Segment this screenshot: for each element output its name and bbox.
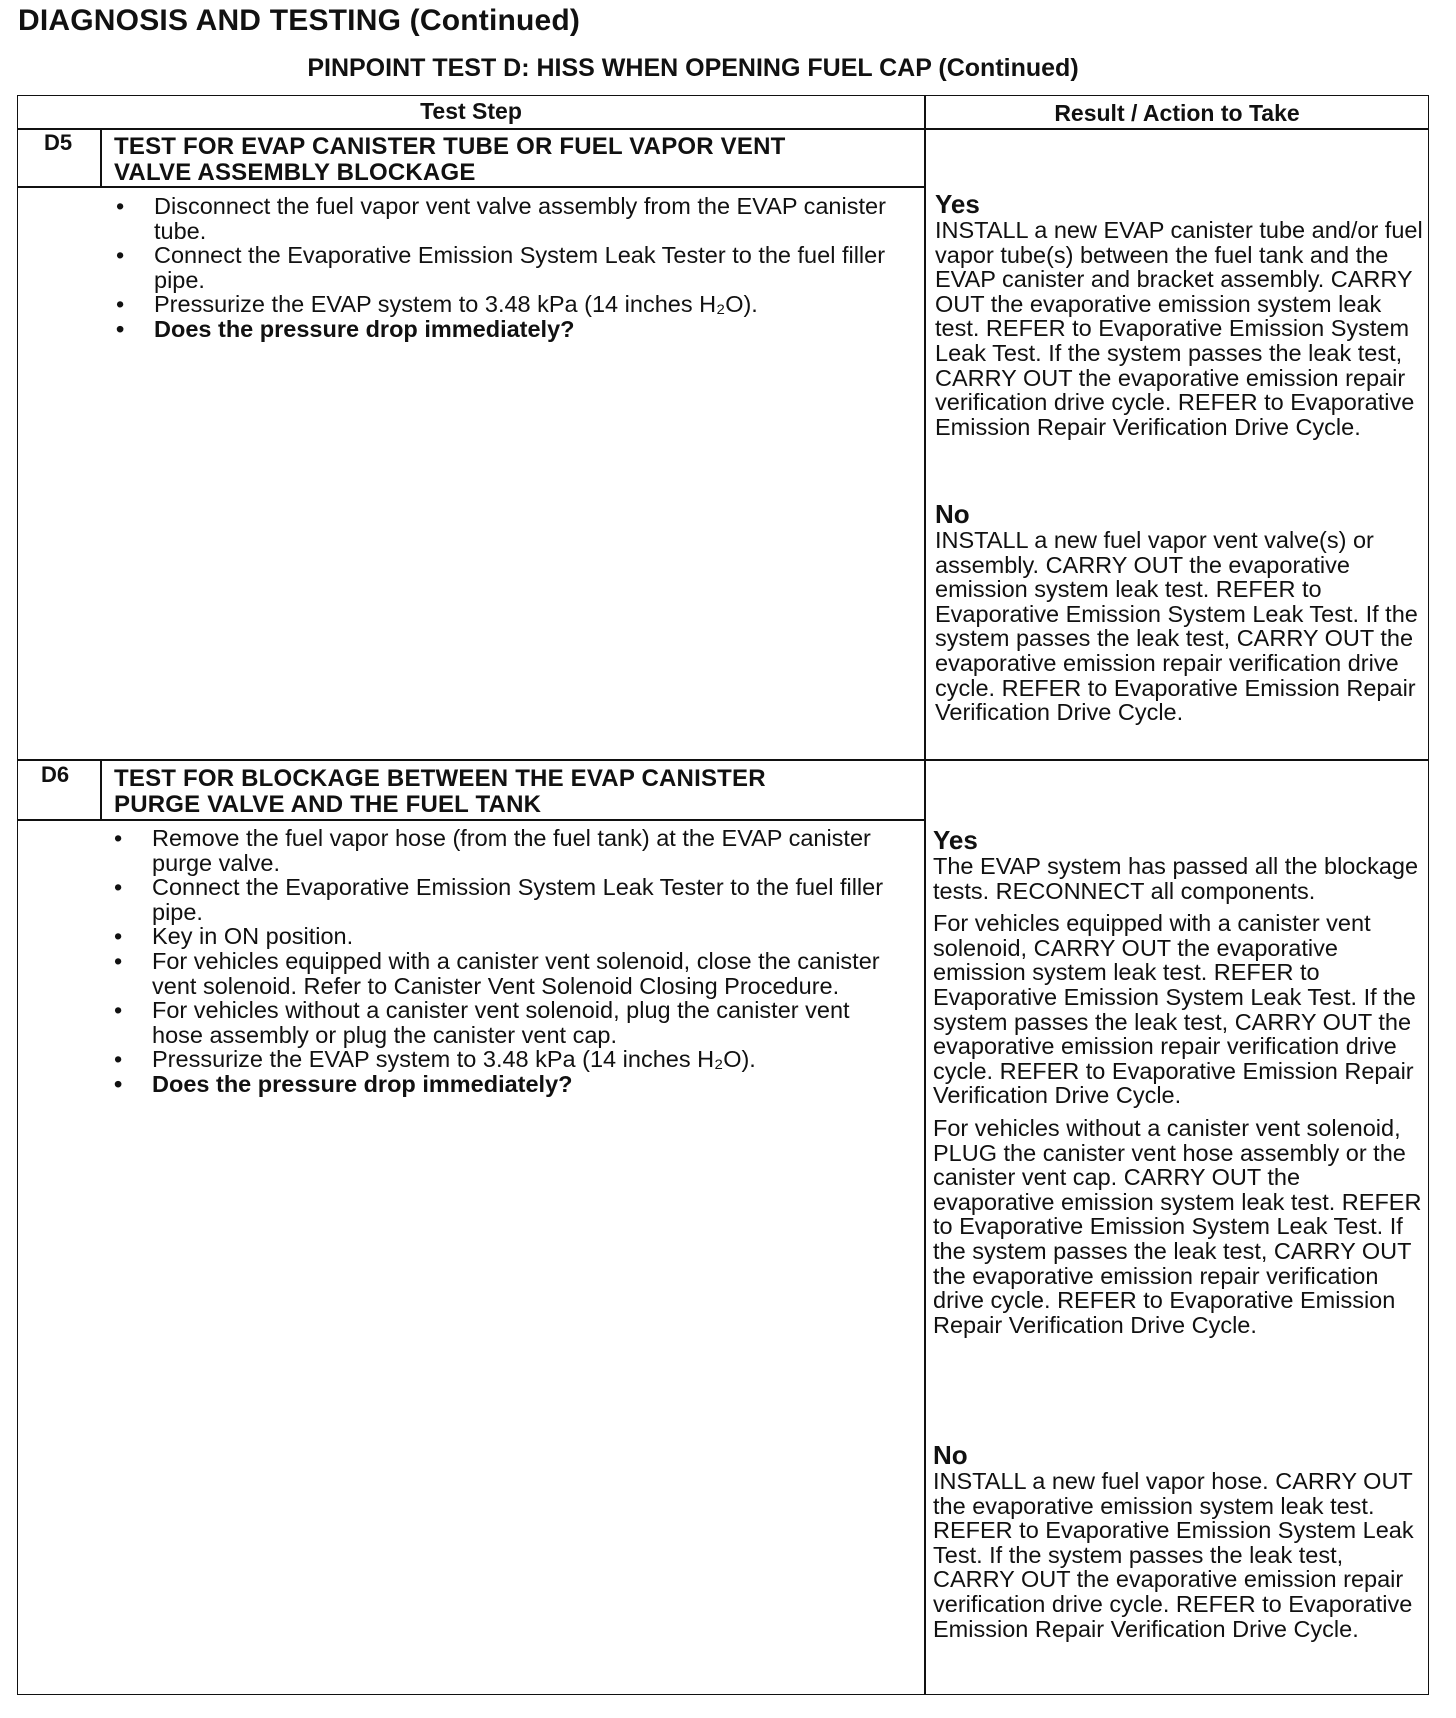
result-text: INSTALL a new EVAP canister tube and/or fuel vapor tube(s) between the fuel tank and the EVAP canister and bracket assembly. CARRY OUT the evaporative emission system leak test. REFER to Evaporative Emission System Leak Test. If the system passes the leak test, CARRY OUT the evaporative emission repair verification drive cycle. REFER to Evaporative Emission Repair Verification Drive Cycle. xyxy=(935,217,1423,440)
step-title-divider xyxy=(18,186,925,188)
list-item: • Connect the Evaporative Emission System Leak Tester to the fuel filler pipe. xyxy=(112,875,902,924)
step-id: D5 xyxy=(44,130,73,155)
step-id: D6 xyxy=(41,762,70,787)
column-divider xyxy=(924,96,926,1694)
step-id-divider xyxy=(100,128,102,186)
step-title: TEST FOR BLOCKAGE BETWEEN THE EVAP CANISTER PURGE VALVE AND THE FUEL TANK xyxy=(114,765,766,818)
result-label-no: No xyxy=(935,499,970,529)
list-item: • For vehicles without a canister vent solenoid, plug the canister vent hose assembly or plug the canister vent cap. xyxy=(112,998,902,1047)
step-question: • Does the pressure drop immediately? xyxy=(114,317,894,342)
list-item: • For vehicles equipped with a canister vent solenoid, close the canister vent solenoid. Refer to Canister Vent Solenoid Closing Procedure. xyxy=(112,949,902,998)
pinpoint-test-table xyxy=(17,95,1429,1695)
result-label-no: No xyxy=(933,1440,968,1470)
pinpoint-test-title xyxy=(0,54,1456,83)
column-header-test-step: Test Step xyxy=(420,98,522,124)
step-question: • Does the pressure drop immediately? xyxy=(112,1072,902,1097)
result-text: INSTALL a new fuel vapor hose. CARRY OUT the evaporative emission system leak test. REFER to Evaporative Emission System Leak Test. If the system passes the leak test, CARRY OUT the evaporative emission repair verification drive cycle. REFER to Evaporative Emission Repair Verification Drive Cycle. xyxy=(933,1468,1414,1642)
pinpoint-test-title-text: PINPOINT TEST D: HISS WHEN OPENING FUEL CAP (Continued) xyxy=(307,54,1079,82)
result-no xyxy=(935,500,1423,725)
column-header-result: Result / Action to Take xyxy=(1054,100,1300,126)
step-instructions xyxy=(114,194,894,342)
header-divider xyxy=(18,128,1428,130)
list-item: • Remove the fuel vapor hose (from the fuel tank) at the EVAP canister purge valve. xyxy=(112,826,902,875)
result-yes xyxy=(933,826,1423,1337)
result-yes xyxy=(935,190,1423,439)
result-text: For vehicles without a canister vent solenoid, PLUG the canister vent hose assembly or the canister vent cap. CARRY OUT the evaporative emission system leak test. REFER to Evaporative Emission System Leak Test. If the system passes the leak test, CARRY OUT the evaporative emission repair verification drive cycle. REFER to Evaporative Emission Repair Verification Drive Cycle. xyxy=(933,1114,1422,1338)
result-label-yes: Yes xyxy=(933,825,978,855)
result-text: INSTALL a new fuel vapor vent valve(s) or assembly. CARRY OUT the evaporative emission system leak test. REFER to Evaporative Emission System Leak Test. If the system passes the leak test, CARRY OUT the evaporative emission repair verification drive cycle. REFER to Evaporative Emission Repair Verification Drive Cycle. xyxy=(935,527,1418,726)
list-item: • Disconnect the fuel vapor vent valve assembly from the EVAP canister tube. xyxy=(114,194,894,243)
step-title: TEST FOR EVAP CANISTER TUBE OR FUEL VAPOR VENT VALVE ASSEMBLY BLOCKAGE xyxy=(114,133,786,186)
list-item: • Key in ON position. xyxy=(112,924,902,949)
list-item: • Connect the Evaporative Emission System Leak Tester to the fuel filler pipe. xyxy=(114,243,894,292)
row-divider xyxy=(18,759,1428,761)
result-no xyxy=(933,1441,1423,1641)
step-instructions xyxy=(112,826,902,1097)
result-text: The EVAP system has passed all the blockage tests. RECONNECT all components. xyxy=(933,853,1419,904)
step-id-divider xyxy=(100,759,102,819)
page-title: DIAGNOSIS AND TESTING (Continued) xyxy=(18,4,581,37)
step-title-divider xyxy=(18,819,925,821)
list-item: • Pressurize the EVAP system to 3.48 kPa (14 inches H₂O). xyxy=(114,292,894,317)
result-label-yes: Yes xyxy=(935,189,980,219)
result-text: For vehicles equipped with a canister vent solenoid, CARRY OUT the evaporative emission system leak test. REFER to Evaporative Emission System Leak Test. If the system passes the leak test, CARRY OUT the evaporative emission repair verification drive cycle. REFER to Evaporative Emission Repair Verification Drive Cycle. xyxy=(933,910,1416,1109)
list-item: • Pressurize the EVAP system to 3.48 kPa (14 inches H₂O). xyxy=(112,1047,902,1072)
